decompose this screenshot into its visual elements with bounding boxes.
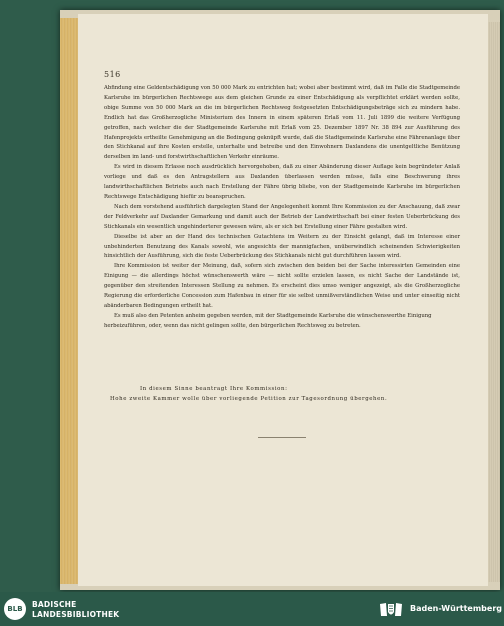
page-number: 516 xyxy=(104,70,121,79)
motion-text: Hohe zweite Kammer wolle über vorliegende Petition zur Tagesordnung übergehen. xyxy=(110,396,388,402)
paragraph: Abfindung eine Geldentschädigung von 50 000 Mark zu entrichten hat; wobei aber bestimmt wird, daß im Falle die Stadtgemeinde Karlsruhe im bürgerlichen Rechtswege aus dem gleichen Grunde zu einer Entschädigung als verpflichtet erklärt werden sollte, obige Summe von 50 000 Mark an die im bürgerlichen Rechtsweg festgesetzten Entschädigungsbeträge sich zu mindern habe. Endlich hat das Großherzogliche Ministerium des Innern in einem späteren Erlaß vom 11. Juli 1899 die weitere Verfügung getroffen, nach welcher die der Stadtgemeinde Karlsruhe mit Erlaß vom 25. Dezember 1897 Nr. 38 894 zur Ausführung des Hafenprojekts ertheilte Genehmigung an die Bedingung geknüpft wurde, daß die Stadtgemeinde Karlsruhe eine Fährenanlage über den Stichkanal auf ihre Kosten erstelle, unterhalte und betreibe und den Einwohnern Daxlandens die unentgeltliche Benützung derselben im land- und forstwirthschaftlichen Verkehr einräume. xyxy=(104,85,460,161)
page-right-edge xyxy=(488,22,500,582)
state-name[interactable]: Baden-Württemberg xyxy=(410,604,503,613)
library-name-line1: BADISCHE xyxy=(32,600,77,609)
paragraph: Nach dem vorstehend ausführlich dargelegten Stand der Angelegenheit kommt Ihre Kommission zu der Anschauung, daß zwar der Feldverkehr auf Daxlander Gemarkung und damit auch der Betrieb der Landwirthschaft bei einer festen Ueberbrückung des Stichkanals ein wesentlich ungehinderterer gewesen wäre, als er sich bei Erstellung einer Fähre gestalten wird. xyxy=(104,203,460,230)
paragraph: Dieselbe ist aber an der Hand des technischen Gutachtens im Weitern zu der Einsicht gelangt, daß im Interesse einer unbehinderten Benutzung des Kanals sowohl, wie angesichts der mannigfachen, unüberwindlich scheinenden Schwierigkeiten hinsichtlich der Ausführung, sich die feste Ueberbrückung des Stichkanals nicht gut durchführen lassen wird. xyxy=(104,233,460,260)
section-divider xyxy=(258,437,306,438)
closing-motion xyxy=(110,384,462,404)
motion-intro: In diesem Sinne beantragt Ihre Kommission: xyxy=(140,386,288,392)
paragraph: Ihre Kommission ist weiter der Meinung, daß, sofern sich zwischen den beiden bei der Sache interessirten Gemeinden eine Einigung — die allerdings höchst wünschenswerth wäre — nicht sollte erzielen lassen, es nicht Sache der Landstände ist, gegenüber den streitenden Interessen Stellung zu nehmen. Es erscheint dies umso weniger angezeigt, als die Großherzogliche Regierung die erforderliche Concession zum Hafenbau in einer für sie selbst unmißverständlichen Weise und unter einseitig nicht abänderbaren Bedingungen ertheilt hat. xyxy=(104,263,460,309)
body-text xyxy=(104,84,460,332)
gilded-page-edges xyxy=(60,18,78,584)
library-name[interactable] xyxy=(32,600,119,619)
library-name-line2: LANDESBIBLIOTHEK xyxy=(32,609,120,619)
paragraph: Es wird in diesem Erlasse noch ausdrücklich hervorgehoben, daß zu einer Abänderung dieser Auflage kein begründeter Anlaß vorliege und daß es den Antragstellern aus Daxlanden überlassen werden müsse, falls eine Beschwerung ihres landwirthschaftlichen Betriebs auch nach Erstellung der Fähre übrig bliebe, von der Stadtgemeinde Karlsruhe im bürgerlichen Rechtswege Entschädigung hiefür zu beanspruchen. xyxy=(104,164,460,200)
blb-logo-icon[interactable]: BLB xyxy=(4,598,26,620)
paragraph: Es muß also den Petenten anheim gegeben werden, mit der Stadtgemeinde Karlsruhe die wünschenswerthe Einigung herbeizuführen, oder, wenn das nicht gelingen sollte, den bürgerlichen Rechtsweg zu betreten. xyxy=(104,312,432,329)
baden-wuerttemberg-coat-of-arms-icon[interactable] xyxy=(378,602,404,618)
